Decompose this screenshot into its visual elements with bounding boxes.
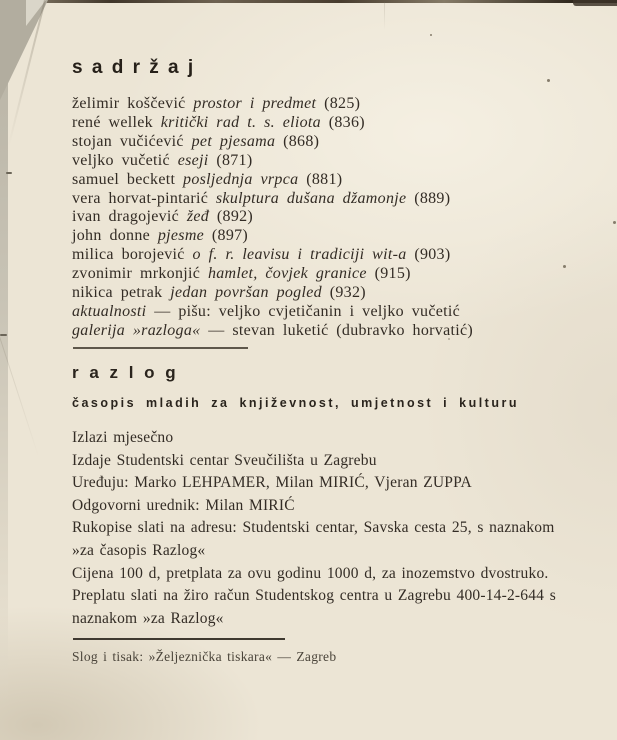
toc-entry: zvonimir mrkonjić hamlet, čovjek granice (915) [72,265,411,283]
imprint-line: Rukopise slati na adresu: Studentski centar, Savska cesta 25, s naznakom [72,519,555,537]
toc-entry: nikica petrak jedan površan pogled (932) [72,284,366,302]
toc-entry: aktualnosti — pišu: veljko cvjetičanin i veljko vučetić [72,302,461,320]
imprint-line: Cijena 100 d, pretplata za ovu godinu 1000 d, za inozemstvo dvostruko. [72,564,549,582]
left-page-edge [0,0,8,740]
section-divider [73,347,248,349]
toc-entry: veljko vučetić eseji (871) [72,151,253,169]
colophon-line: Slog i tisak: »Željeznička tiskara« — Zagreb [72,649,337,664]
imprint-line: Preplatu slati na žiro račun Studentskog centra u Zagrebu 400-14-2-644 s [72,587,556,605]
imprint-line: Odgovorni urednik: Milan MIRIĆ [72,496,295,514]
paper-speck [563,265,566,268]
imprint-line: Uređuju: Marko LEHPAMER, Milan MIRIĆ, Vjeran ZUPPA [72,474,472,492]
colophon-divider [73,638,285,640]
imprint-block [72,427,582,630]
toc-entry: milica borojević o f. r. leavisu i tradiciji wit-a (903) [72,246,451,264]
imprint-line: naznakom »za Razlog« [72,609,224,627]
toc-entry: ivan dragojević žeđ (892) [72,208,254,226]
paper-speck [613,221,616,224]
imprint-line: Izlazi mjesečno [72,429,174,446]
imprint-line: »za časopis Razlog« [72,541,206,559]
toc-entry: galerija »razloga« — stevan luketić (dubravko horvatić) [72,321,473,339]
toc-entry: želimir koščević prostor i predmet (825) [72,95,361,112]
contents-heading: s a d r ž a j [72,57,196,78]
toc-entry: rené wellek kritički rad t. s. eliota (836) [72,113,365,131]
toc-entry: samuel beckett posljednja vrpca (881) [72,170,343,188]
top-scan-edge [0,0,617,3]
toc-entry: stojan vučićević pet pjesama (868) [72,132,320,150]
top-right-scan-mark [573,0,617,6]
toc-entry: john donne pjesme (897) [72,227,249,245]
imprint-line: Izdaje Studentski centar Sveučilišta u Zagrebu [72,451,377,469]
paper-speck [430,34,432,36]
paper-crease [384,2,385,30]
toc-list [72,95,473,341]
magazine-title: r a z l o g [72,363,179,382]
pencil-mark [0,334,7,336]
paper-speck [547,79,550,82]
magazine-tagline: časopis mladih za književnost, umjetnost i kulturu [72,396,519,410]
pencil-mark [6,172,12,174]
toc-entry: vera horvat-pintarić skulptura dušana džamonje (889) [72,189,451,207]
